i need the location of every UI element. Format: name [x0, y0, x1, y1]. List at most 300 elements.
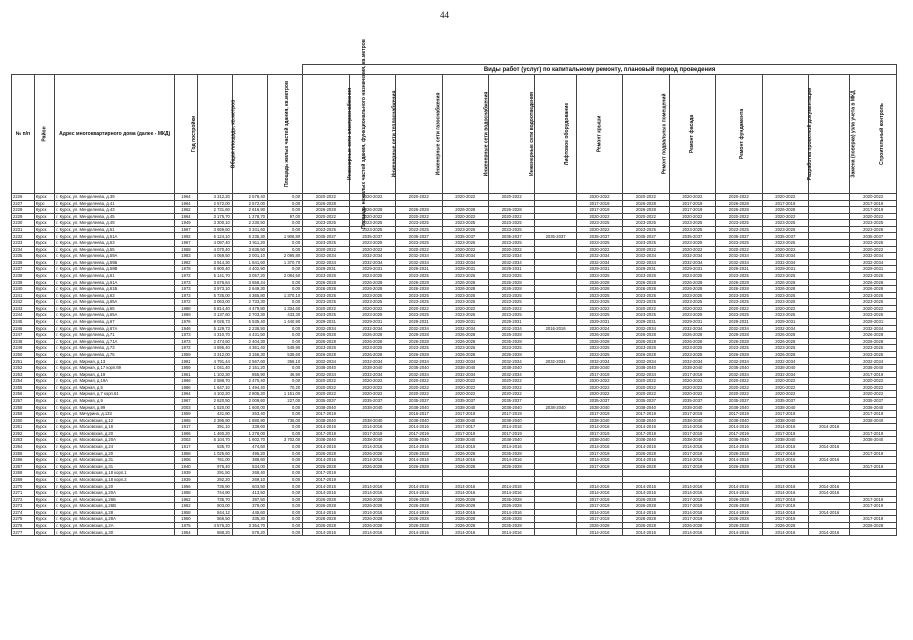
cell-n: 2230	[12, 220, 35, 227]
cell-n: 2265	[12, 450, 35, 457]
cell-w1: 2038-2040	[303, 417, 349, 424]
cell-year: 1906	[175, 457, 198, 464]
cell-w7: 2014-2016	[576, 490, 622, 497]
cell-district: Курск	[34, 259, 55, 266]
cell-w9: 2035-2037	[669, 233, 715, 240]
cell-address: г. Курск, ул. Менделеева, д.39	[55, 194, 175, 201]
cell-w6	[535, 384, 576, 391]
cell-year: 1956	[175, 483, 198, 490]
cell-w11: 2017-2019	[762, 450, 808, 457]
cell-w12	[809, 476, 850, 483]
cell-w8: 2014-2016	[623, 443, 669, 450]
cell-w3: 2035-2037	[396, 397, 442, 404]
cell-w2: 2023-2025	[349, 240, 395, 247]
cell-w1: 2017-2019	[303, 430, 349, 437]
cell-living_area: 534,00	[232, 463, 267, 470]
cell-w11: 2023-2025	[762, 272, 808, 279]
cell-total_area: 3 312,00	[197, 351, 232, 358]
cell-w4: 2026-2028	[442, 286, 488, 293]
cell-year: 1976	[175, 318, 198, 325]
cell-w6	[535, 483, 576, 490]
cell-total_area: 1 520,00	[197, 404, 232, 411]
cell-w7: 2014-2016	[576, 443, 622, 450]
cell-w10: 2020-2022	[716, 246, 762, 253]
cell-w2: 2038-2040	[349, 404, 395, 411]
table-row	[12, 411, 897, 418]
cell-w1: 2023-2025	[303, 226, 349, 233]
cell-nonliving_area: 0,00	[267, 332, 302, 339]
cell-w11: 2038-2040	[762, 404, 808, 411]
cell-living_area: 474,60	[232, 443, 267, 450]
column-header-w6	[535, 75, 576, 194]
cell-w13: 2032-2034	[850, 259, 897, 266]
cell-w5: 2038-2040	[488, 437, 534, 444]
cell-w2: 2020-2022	[349, 305, 395, 312]
cell-w10: 2023-2025	[716, 292, 762, 299]
cell-year: 1962	[175, 496, 198, 503]
cell-w1: 2020-2022	[303, 213, 349, 220]
cell-n: 2255	[12, 384, 35, 391]
cell-w11: 2020-2022	[762, 305, 808, 312]
cell-w7: 2017-2019	[576, 463, 622, 470]
column-header-label: Ремонт фундамента	[739, 108, 746, 160]
cell-district: Курск	[34, 404, 55, 411]
column-header-label: Площадь нежилых частей здания, функционального назначения, кв.метров	[360, 39, 367, 229]
cell-w12	[809, 378, 850, 385]
cell-district: Курск	[34, 233, 55, 240]
cell-address: г. Курск, ул. Менделеева, д.51	[55, 226, 175, 233]
cell-w12	[809, 312, 850, 319]
cell-w3: 2020-2022	[396, 194, 442, 201]
table-row	[12, 226, 897, 233]
cell-w8: 2038-2040	[623, 437, 669, 444]
cell-w4: 2026-2028	[442, 450, 488, 457]
cell-w10: 2017-2019	[716, 411, 762, 418]
cell-w10: 2017-2019	[716, 430, 762, 437]
table-row	[12, 371, 897, 378]
cell-w6	[535, 207, 576, 214]
cell-w11: 2017-2019	[762, 496, 808, 503]
table-row	[12, 397, 897, 404]
cell-w9: 2038-2040	[669, 404, 715, 411]
cell-w5: 2014-2016	[488, 529, 534, 536]
cell-w9: 2023-2025	[669, 240, 715, 247]
cell-w5: 2023-2025	[488, 220, 534, 227]
cell-w13: 2023-2025	[850, 240, 897, 247]
cell-n: 2273	[12, 503, 35, 510]
cell-w5: 2023-2025	[488, 299, 534, 306]
cell-w1: 2026-2028	[303, 496, 349, 503]
cell-w4: 2014-2016	[442, 443, 488, 450]
cell-w11: 2032-2034	[762, 325, 808, 332]
cell-living_area: 1 602,70	[232, 437, 267, 444]
cell-w5: 2026-2028	[488, 522, 534, 529]
cell-year: 1967	[175, 397, 198, 404]
cell-year: 1973	[175, 292, 198, 299]
cell-w7: 2038-2040	[576, 417, 622, 424]
cell-total_area: 4 576,20	[197, 522, 232, 529]
cell-w3: 2035-2037	[396, 233, 442, 240]
column-header-w9	[669, 75, 715, 194]
table-row	[12, 503, 897, 510]
cell-address: г. Курск, ул. Мирная, д.19А	[55, 378, 175, 385]
cell-w4: 2026-2028	[442, 503, 488, 510]
cell-nonliving_area: 0,00	[267, 503, 302, 510]
cell-nonliving_area: 0,00	[267, 443, 302, 450]
cell-n: 2276	[12, 522, 35, 529]
cell-w1: 2014-2016	[303, 424, 349, 431]
cell-w2: 2023-2025	[349, 299, 395, 306]
cell-total_area: 292,20	[197, 476, 232, 483]
cell-w6	[535, 338, 576, 345]
cell-n: 2249	[12, 345, 35, 352]
cell-district: Курск	[34, 529, 55, 536]
cell-nonliving_area: 0,00	[267, 207, 302, 214]
cell-w8: 2026-2028	[623, 332, 669, 339]
cell-w7: 2026-2028	[576, 338, 622, 345]
cell-year: 1954	[175, 529, 198, 536]
cell-n: 2268	[12, 470, 35, 477]
cell-district: Курск	[34, 430, 55, 437]
cell-year: 1959	[175, 351, 198, 358]
cell-w5: 2023-2025	[488, 292, 534, 299]
cell-w1: 2038-2040	[303, 437, 349, 444]
cell-w13: 2017-2019	[850, 463, 897, 470]
cell-w5: 2020-2022	[488, 305, 534, 312]
cell-w8: 2026-2028	[623, 207, 669, 214]
table-row	[12, 233, 897, 240]
cell-w5: 2026-2028	[488, 286, 534, 293]
cell-w4: 2026-2028	[442, 522, 488, 529]
cell-w6	[535, 391, 576, 398]
cell-w10: 2023-2025	[716, 299, 762, 306]
cell-w10: 2029-2031	[716, 318, 762, 325]
cell-address: г. Курск, ул. Московская, д.26В	[55, 503, 175, 510]
cell-year: 1973	[175, 332, 198, 339]
cell-living_area: 4 431,50	[232, 332, 267, 339]
cell-w1: 2026-2028	[303, 516, 349, 523]
cell-total_area: 3 312,20	[197, 194, 232, 201]
cell-w4: 2023-2025	[442, 299, 488, 306]
cell-total_area: 4 070,40	[197, 246, 232, 253]
cell-w2: 2014-2016	[349, 443, 395, 450]
cell-district: Курск	[34, 365, 55, 372]
cell-w8: 2035-2037	[623, 233, 669, 240]
cell-w10: 2038-2040	[716, 417, 762, 424]
cell-w13	[850, 483, 897, 490]
cell-w12: 2014-2016	[809, 483, 850, 490]
cell-w7: 2020-2022	[576, 226, 622, 233]
cell-w12	[809, 279, 850, 286]
cell-w9: 2032-2034	[669, 358, 715, 365]
cell-w9: 2026-2028	[669, 522, 715, 529]
cell-total_area: 4 895,40	[197, 345, 232, 352]
cell-w1: 2026-2028	[303, 522, 349, 529]
cell-w11: 2035-2037	[762, 233, 808, 240]
table-row	[12, 490, 897, 497]
cell-w11: 2026-2028	[762, 286, 808, 293]
cell-living_area: 263,40	[232, 411, 267, 418]
cell-address: г. Курск, ул. Московская, д.28	[55, 509, 175, 516]
cell-w2: 2038-2040	[349, 417, 395, 424]
cell-district: Курск	[34, 305, 55, 312]
cell-w13: 2026-2028	[850, 522, 897, 529]
cell-w10: 2026-2028	[716, 450, 762, 457]
cell-address: г. Курск, ул. Менделеева, д.55	[55, 246, 175, 253]
cell-w3: 2026-2028	[396, 338, 442, 345]
cell-w9: 2023-2025	[669, 226, 715, 233]
cell-w2: 2026-2028	[349, 286, 395, 293]
cell-w4: 2017-2019	[442, 411, 488, 418]
cell-total_area: 2 731,60	[197, 207, 232, 214]
cell-living_area: 4 479,80	[232, 305, 267, 312]
cell-address: г. Курск, ул. Менделеева, д.65А	[55, 312, 175, 319]
cell-address: г. Курск, ул. Менделеева, д.59А	[55, 253, 175, 260]
cell-district: Курск	[34, 220, 55, 227]
cell-w8: 2026-2028	[623, 200, 669, 207]
cell-total_area: 4 102,20	[197, 391, 232, 398]
cell-w8: 2035-2037	[623, 397, 669, 404]
cell-address: г. Курск, ул. Менделеева, д.49	[55, 220, 175, 227]
cell-w1: 2017-2019	[303, 476, 349, 483]
table-row	[12, 378, 897, 385]
cell-nonliving_area: 0,00	[267, 378, 302, 385]
cell-w10: 2020-2022	[716, 384, 762, 391]
cell-n: 2248	[12, 338, 35, 345]
cell-w2: 2026-2028	[349, 522, 395, 529]
cell-w6	[535, 299, 576, 306]
cell-nonliving_area: 46,90	[267, 371, 302, 378]
cell-nonliving_area: 0,00	[267, 226, 302, 233]
cell-w4: 2014-2016	[442, 529, 488, 536]
cell-w5: 2020-2022	[488, 213, 534, 220]
cell-w2	[349, 476, 395, 483]
cell-w6	[535, 470, 576, 477]
cell-w3	[396, 200, 442, 207]
cell-w3: 2032-2034	[396, 371, 442, 378]
cell-year: 1958	[175, 509, 198, 516]
cell-w6: 2038-2040	[535, 404, 576, 411]
cell-w7	[576, 470, 622, 477]
cell-n: 2264	[12, 443, 35, 450]
cell-w11: 2038-2040	[762, 365, 808, 372]
cell-w1: 2023-2025	[303, 240, 349, 247]
cell-address: г. Курск, ул. Московская, д.18 корп.1	[55, 470, 175, 477]
column-header-label: Адрес многоквартирного дома (далее - МКД)	[59, 131, 171, 137]
cell-total_area: 1 041,40	[197, 365, 232, 372]
cell-address: г. Курск, ул. Мирная, д.13	[55, 358, 175, 365]
cell-w13: 2023-2025	[850, 299, 897, 306]
table-row	[12, 437, 897, 444]
header-group-row	[12, 65, 897, 75]
cell-district: Курск	[34, 286, 55, 293]
cell-total_area: 5 141,70	[197, 272, 232, 279]
cell-nonliving_area: 1 334,60	[267, 305, 302, 312]
cell-w7: 2017-2019	[576, 207, 622, 214]
table-row	[12, 424, 897, 431]
cell-address: г. Курск, ул. Менделеева, д.65	[55, 305, 175, 312]
cell-w3: 2020-2022	[396, 246, 442, 253]
cell-w10: 2026-2028	[716, 516, 762, 523]
cell-address: г. Курск, ул. Менделеева, д.61Б	[55, 286, 175, 293]
cell-w8: 2014-2016	[623, 457, 669, 464]
cell-n: 2229	[12, 213, 35, 220]
cell-nonliving_area: 0,00	[267, 450, 302, 457]
cell-living_area: 855,90	[232, 371, 267, 378]
cell-nonliving_area: 70,20	[267, 384, 302, 391]
cell-living_area: 1 880,90	[232, 417, 267, 424]
column-header-label: Инженерные сети газоснабжения	[435, 92, 442, 176]
cell-nonliving_area: 433,30	[267, 312, 302, 319]
cell-w9: 2017-2019	[669, 450, 715, 457]
cell-living_area: 268,40	[232, 470, 267, 477]
cell-w11: 2026-2028	[762, 207, 808, 214]
cell-n: 2254	[12, 378, 35, 385]
cell-w4	[442, 200, 488, 207]
column-header-label: Год постройки	[191, 115, 198, 153]
cell-w3: 2026-2028	[396, 207, 442, 214]
cell-n: 2238	[12, 272, 35, 279]
cell-total_area: 503,00	[197, 503, 232, 510]
cell-w7: 2017-2019	[576, 496, 622, 503]
cell-w13: 2038-2040	[850, 437, 897, 444]
cell-n: 2250	[12, 351, 35, 358]
cell-w9: 2026-2028	[669, 338, 715, 345]
cell-w9: 2017-2019	[669, 207, 715, 214]
cell-address: г. Курск, ул. Мирная, д.5	[55, 384, 175, 391]
cell-w6	[535, 430, 576, 437]
cell-w10: 2020-2022	[716, 213, 762, 220]
cell-w5: 2023-2025	[488, 226, 534, 233]
cell-w12	[809, 351, 850, 358]
cell-nonliving_area: 549,90	[267, 345, 302, 352]
cell-w3: 2026-2028	[396, 496, 442, 503]
cell-w7: 2035-2037	[576, 233, 622, 240]
cell-w11	[762, 476, 808, 483]
cell-w8: 2026-2028	[623, 496, 669, 503]
cell-w2: 2020-2022	[349, 194, 395, 201]
cell-n: 2226	[12, 194, 35, 201]
table-row	[12, 325, 897, 332]
cell-address: г. Курск, ул. Московская, д.18 корп.2	[55, 476, 175, 483]
cell-w3: 2026-2028	[396, 516, 442, 523]
cell-w10: 2014-2016	[716, 529, 762, 536]
cell-w4: 2023-2025	[442, 272, 488, 279]
cell-w9: 2032-2034	[669, 259, 715, 266]
cell-w7: 2026-2028	[576, 279, 622, 286]
cell-w5: 2035-2037	[488, 397, 534, 404]
cell-w8: 2026-2028	[623, 516, 669, 523]
cell-w7	[576, 476, 622, 483]
cell-w10: 2020-2022	[716, 194, 762, 201]
cell-w2: 2026-2028	[349, 503, 395, 510]
table-row	[12, 292, 897, 299]
cell-w12: 2014-2016	[809, 457, 850, 464]
cell-w2: 2020-2022	[349, 391, 395, 398]
cell-w4: 2020-2022	[442, 213, 488, 220]
cell-year: 2003	[175, 404, 198, 411]
table-row	[12, 338, 897, 345]
cell-w4: 2023-2025	[442, 292, 488, 299]
cell-address: г. Курск, ул. Московская, д.26Б	[55, 496, 175, 503]
cell-n: 2262	[12, 430, 35, 437]
cell-living_area: 3 354,70	[232, 522, 267, 529]
cell-living_area: 3 911,20	[232, 240, 267, 247]
cell-w3: 2032-2034	[396, 253, 442, 260]
cell-w10: 2032-2034	[716, 253, 762, 260]
table-row	[12, 404, 897, 411]
cell-year: 1962	[175, 207, 198, 214]
cell-w8: 2020-2022	[623, 194, 669, 201]
cell-n: 2227	[12, 200, 35, 207]
cell-nonliving_area: 0,00	[267, 286, 302, 293]
cell-w2: 2032-2034	[349, 325, 395, 332]
column-header-total_area	[197, 75, 237, 194]
cell-w2: 2026-2028	[349, 279, 395, 286]
cell-w5: 2020-2022	[488, 378, 534, 385]
cell-w5: 2038-2040	[488, 417, 534, 424]
cell-address: г. Курск, ул. Менделеева, д.59Б	[55, 259, 175, 266]
column-header-label: Лифтовое оборудование	[564, 102, 571, 166]
cell-total_area: 3 973,10	[197, 286, 232, 293]
cell-w12	[809, 470, 850, 477]
cell-living_area: 4 402,90	[232, 266, 267, 273]
cell-w1: 2038-2040	[303, 365, 349, 372]
cell-w5: 2029-2031	[488, 318, 534, 325]
cell-w8: 2026-2028	[623, 450, 669, 457]
cell-year: 1964	[175, 213, 198, 220]
cell-w2: 2023-2025	[349, 292, 395, 299]
table-row	[12, 450, 897, 457]
cell-w1: 2038-2040	[303, 404, 349, 411]
cell-total_area: 976,40	[197, 463, 232, 470]
cell-address: г. Курск, ул. Московская, д.20	[55, 450, 175, 457]
cell-w11: 2014-2016	[762, 529, 808, 536]
cell-total_area: 1 025,60	[197, 450, 232, 457]
cell-district: Курск	[34, 503, 55, 510]
cell-w11: 2020-2022	[762, 246, 808, 253]
cell-address: г. Курск, ул. Менделеева, д.67А	[55, 325, 175, 332]
table-row	[12, 312, 897, 319]
table-row	[12, 194, 897, 201]
cell-district: Курск	[34, 358, 55, 365]
cell-w12	[809, 266, 850, 273]
cell-w6	[535, 509, 576, 516]
cell-w12	[809, 338, 850, 345]
cell-w4: 2026-2028	[442, 496, 488, 503]
cell-w4: 2038-2040	[442, 365, 488, 372]
cell-district: Курск	[34, 226, 55, 233]
cell-w9: 2023-2025	[669, 220, 715, 227]
cell-w1: 2020-2022	[303, 194, 349, 201]
cell-w5: 2038-2040	[488, 404, 534, 411]
cell-district: Курск	[34, 509, 55, 516]
cell-w4: 2026-2028	[442, 207, 488, 214]
cell-w4: 2014-2016	[442, 483, 488, 490]
cell-w10: 2038-2040	[716, 437, 762, 444]
cell-living_area: 2 151,20	[232, 365, 267, 372]
cell-n: 2275	[12, 516, 35, 523]
table-row	[12, 253, 897, 260]
cell-w2: 2026-2028	[349, 338, 395, 345]
cell-w13: 2032-2034	[850, 325, 897, 332]
cell-w3: 2023-2025	[396, 226, 442, 233]
cell-district: Курск	[34, 253, 55, 260]
cell-address: г. Курск, ул. Московская, д.31	[55, 457, 175, 464]
cell-w12	[809, 463, 850, 470]
cell-w7: 2020-2022	[576, 378, 622, 385]
cell-w4: 2032-2034	[442, 259, 488, 266]
